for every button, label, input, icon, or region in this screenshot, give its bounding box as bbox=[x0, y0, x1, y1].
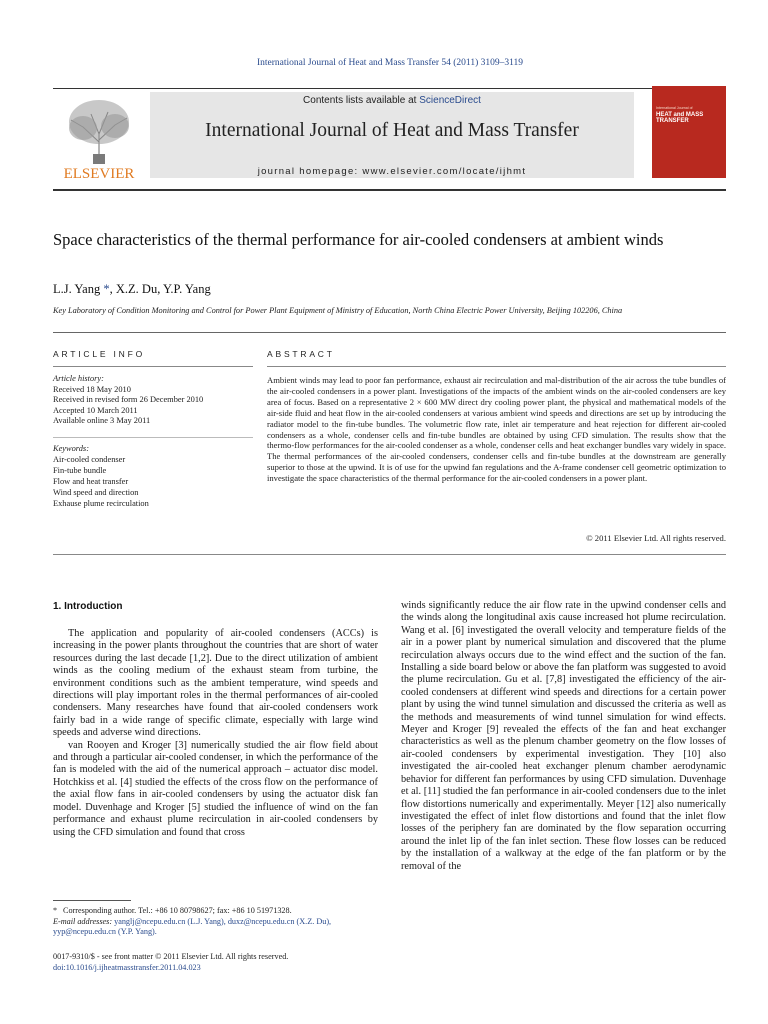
header-bottom-rule bbox=[53, 189, 726, 191]
keyword-item: Fin-tube bundle bbox=[53, 466, 107, 475]
intro-paragraph-3: winds significantly reduce the air flow rate in the upwind condenser cells and the winds along the longitudinal axis cause increased hot plume recirculation. Wang et al. [6] investigated the overall velocity and temperature fields of the air in a power plant by numerical simulation and discovered that the plume recirculation always occurs due to the wind effect and the suction of the fan. Installing a side board below or above the fan platform was suggested to avoid the plume recirculation. Gu et al. [7,8] investigated the efficiency of the air-cooled condensers at different wind speeds and directions for a certain power plant by using the wind tunnel simulation and discussed the criteria as well as the methods and measurements of wind tunnel simulation for wind effects. Meyer and Kroger [9] revealed the effects of the fan and heat exchanger characteristics as well as the plenum chamber geometry on the flow losses of air-cooled condensers by experimental investigation. They [10] also investigated the air-cooled heat exchanger plenum chamber aerodynamic behavior for different fan performances by using CFD simulation. Duvenhage et al. [11] studied the fan performance in air-cooled condensers due to the inlet flow distortions numerically and experimentally. Meyer [12] also numerically investigated the effect of inlet flow distortions and found that the inlet flow losses of the periphery fan are dominated by the flow separation occurring around the inlet lip of the fan inlet section. These flow losses can be reduced by the installation of a walkway at the edge of the fan platform or by the removal of the bbox=[401, 600, 726, 872]
sciencedirect-link[interactable]: ScienceDirect bbox=[419, 95, 481, 106]
affiliation-rule bbox=[53, 332, 726, 333]
corresponding-mark[interactable]: * bbox=[103, 282, 110, 296]
history-label: Article history: bbox=[53, 374, 104, 383]
front-matter bbox=[53, 951, 383, 973]
journal-reference[interactable]: International Journal of Heat and Mass Transfer 54 (2011) 3109–3119 bbox=[256, 58, 524, 68]
cover-title: HEAT and MASS TRANSFER bbox=[656, 112, 704, 124]
footnote-rule bbox=[53, 900, 131, 901]
author-3: Y.P. Yang bbox=[163, 282, 211, 296]
abstract-bottom-rule bbox=[53, 554, 726, 555]
keyword-item: Wind speed and direction bbox=[53, 488, 139, 497]
footnote-emails bbox=[53, 917, 383, 938]
section-heading-introduction: 1. Introduction bbox=[53, 601, 123, 612]
authors: L.J. Yang *, X.Z. Du, Y.P. Yang bbox=[53, 282, 211, 296]
journal-homepage[interactable]: journal homepage: www.elsevier.com/locate/ijhmt bbox=[257, 166, 527, 177]
doi-link[interactable]: doi:10.1016/j.ijheatmasstransfer.2011.04.023 bbox=[53, 963, 201, 972]
history-item: Received in revised form 26 December 2010 bbox=[53, 395, 204, 405]
article-info-label: ARTICLE INFO bbox=[53, 349, 146, 359]
footnote-star: * bbox=[53, 906, 58, 915]
intro-paragraph-2: van Rooyen and Kroger [3] numerically studied the air flow field about and through a particular air-cooled condenser, in which the performance of the fan is modeled with the aid of the numerical approach – actuator disc model. Hotchkiss et al. [4] studied the effects of the cross flow on the performance of the axial flow fans in air-cooled condensers by using the actuator disk fan model. Duvenhage and Kroger [5] studied the influence of wind on the fan performance and exhaust plume recirculation in air-cooled condensers by using the CFD simulation and found that cross bbox=[53, 739, 378, 838]
article-info-rule bbox=[53, 366, 253, 367]
footnote-corresponding-text: Corresponding author. Tel.: +86 10 80798627; fax: +86 10 51971328. bbox=[63, 906, 292, 915]
issn-line: 0017-9310/$ - see front matter © 2011 Elsevier Ltd. All rights reserved. bbox=[53, 952, 289, 961]
keywords-rule bbox=[53, 437, 253, 438]
email-links[interactable]: yanglj@ncepu.edu.cn (L.J. Yang), duxz@ncepu.edu.cn (X.Z. Du), yyp@ncepu.edu.cn (Y.P. Yang). bbox=[53, 916, 332, 937]
header-top-rule bbox=[53, 88, 726, 89]
abstract-rule bbox=[267, 366, 726, 367]
author-2: X.Z. Du bbox=[115, 282, 158, 296]
abstract-label: ABSTRACT bbox=[267, 349, 335, 359]
history-item: Available online 3 May 2011 bbox=[53, 416, 151, 426]
keyword-item: Exhause plume recirculation bbox=[53, 499, 149, 508]
cover-small-text: International Journal of bbox=[656, 106, 693, 110]
intro-paragraph-1: The application and popularity of air-cooled condensers (ACCs) is increasing in the power plants throughout the countries that are short of water resources during the last decade [1,2]. Due to the direct utilization of ambient winds as the cooling medium of the exhaust steam from turbine, the environment conditions such as the ambient temperature, wind speeds and directions will play important roles in the thermal performances of air-cooled condensers. Many researches have found that air-cooled condensers work fairly bad in a wide range of specific climate, especially with large wind speeds and adverse wind directions. bbox=[53, 628, 378, 739]
author-1: L.J. Yang bbox=[53, 282, 101, 296]
body-column-right bbox=[401, 600, 726, 873]
elsevier-tree-logo bbox=[53, 92, 145, 182]
contents-line bbox=[150, 95, 634, 106]
affiliation: Key Laboratory of Condition Monitoring and Control for Power Plant Equipment of Ministry of Education, North China Electric Power University, Beijing 102206, China bbox=[53, 306, 623, 315]
journal-cover-thumbnail bbox=[652, 86, 726, 178]
history-item: Received 18 May 2010 bbox=[53, 384, 131, 394]
body-column-left bbox=[53, 628, 378, 839]
keywords-label: Keywords: bbox=[53, 444, 89, 453]
keyword-item: Air-cooled condenser bbox=[53, 455, 126, 464]
history-item: Accepted 10 March 2011 bbox=[53, 405, 138, 415]
publisher-name: ELSEVIER bbox=[63, 166, 135, 182]
journal-title: International Journal of Heat and Mass Transfer bbox=[205, 120, 579, 141]
keyword-item: Flow and heat transfer bbox=[53, 477, 129, 486]
article-history bbox=[53, 374, 258, 427]
paper-title: Space characteristics of the thermal performance for air-cooled condensers at ambient winds bbox=[53, 230, 664, 249]
contents-prefix: Contents lists available at bbox=[303, 95, 417, 106]
footnote-corresponding bbox=[53, 906, 383, 917]
abstract-copyright: © 2011 Elsevier Ltd. All rights reserved. bbox=[586, 533, 726, 543]
abstract-text: Ambient winds may lead to poor fan performance, exhaust air recirculation and mal-distribution of the air across the tube bundles of the air-cooled condensers in a power plant. Investigations of the impacts of the ambient winds on the air-cooled condensers are key area of focus. Based on a representative 2 × 600 MW direct dry cooling power plant, the physical and mathematical models of the air-side fluid and heat flow in the air-cooled condensers at various ambient wind speeds and directions are set up by introducing the radiator model to the fin-tube bundles. The volumetric flow rate, inlet air temperature and heat rejection for different air-cooled condensers as a whole, condenser cells and fin-tube bundles are obtained by using CFD simulation. The results show that the thermo-flow performances for the air-cooled condenser as a whole, condenser cells and heat exchanger bundles vary widely in space. The thermal performances of the air-cooled condensers, condenser cells and fin-tube bundles at the downstream are generally superior to those at the upwind. It is of use for the upwind fan regulations and the A-frame condenser cell geometric optimization to investigate the space characteristics of the thermal performance for the air-cooled condensers in a power plant. bbox=[267, 375, 726, 484]
email-label: E-mail addresses: bbox=[53, 916, 113, 926]
keywords bbox=[53, 443, 258, 509]
footnote bbox=[53, 906, 383, 938]
